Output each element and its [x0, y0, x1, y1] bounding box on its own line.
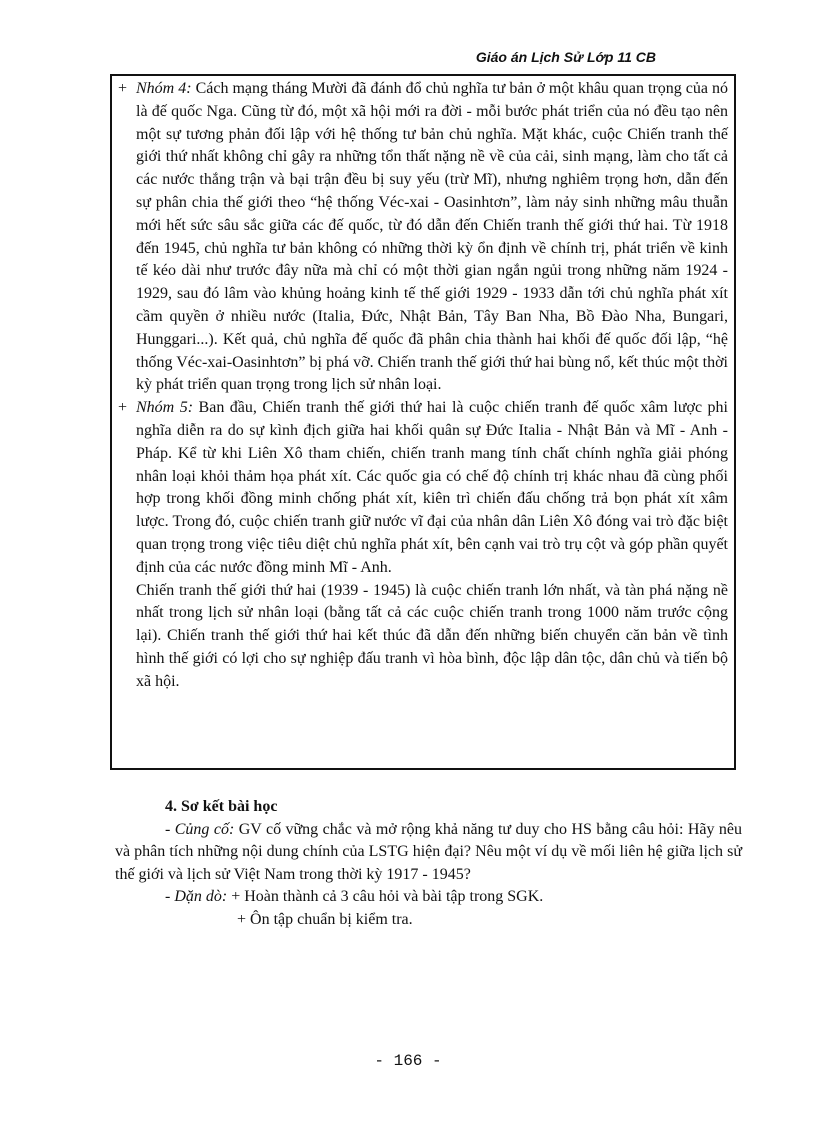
- page-number: - 166 -: [374, 1052, 442, 1070]
- homework-line-1: [115, 886, 742, 909]
- homework-line-2: + Ôn tập chuẩn bị kiểm tra.: [237, 910, 413, 928]
- content-box: [110, 74, 736, 770]
- consolidate-label: - Củng cố:: [165, 820, 235, 838]
- consolidate-text: GV cố vững chắc và mở rộng khả năng tư duy cho HS bằng câu hỏi: Hãy nêu và phân tích những nội dung chính của LSTG hiện đại? Nêu một ví dụ về mối liên hệ giữa lịch sử thế giới và lịch sử Việt Nam trong thời kỳ 1917 - 1945?: [115, 820, 743, 883]
- group-4-text: Cách mạng tháng Mười đã đánh đổ chủ nghĩa tư bản ở một khâu quan trọng của nó là đế quốc Nga. Cũng từ đó, một xã hội mới ra đời - mỗi bước phát triển của nó đều tạo nên một sự tương phản đối lập với hệ thống tư bản chủ nghĩa. Mặt khác, cuộc Chiến tranh thế giới thứ nhất không chỉ gây ra những tổn thất nặng nề về của cải, sinh mạng, làm cho tất cả các nước thắng trận và bại trận đều bị suy yếu (trừ Mĩ), nhưng nghiêm trọng hơn, dẫn đến sự phân chia thế giới theo “hệ thống Véc-xai - Oasinhtơn”, làm nảy sinh những mâu thuẫn mới hết sức sâu sắc giữa các đế quốc, từ đó dẫn đến Chiến tranh thế giới thứ hai. Từ 1918 đến 1945, chủ nghĩa tư bản không có những thời kỳ ổn định về chính trị, phát triển về kinh tế kéo dài như trước đây nữa mà chỉ có một thời gian ngắn ngủi trong những năm 1924 - 1929, sau đó lâm vào khủng hoảng kinh tế thế giới 1929 - 1933 dẫn tới chủ nghĩa phát xít cầm quyền ở nhiều nước (Italia, Đức, Nhật Bản, Tây Ban Nha, Bồ Đào Nha, Bungari, Hunggari...). Kết quả, chủ nghĩa đế quốc đã phân chia thành hai khối đế quốc đối lập, “hệ thống Véc-xai-Oasinhtơn” bị phá vỡ. Chiến tranh thế giới thứ hai bùng nổ, kết thúc một thời kỳ phát triển quan trọng trong lịch sử nhân loại.: [136, 80, 729, 394]
- bullet-marker: +: [118, 80, 128, 97]
- consolidate-paragraph: [115, 819, 742, 887]
- group-5-label: Nhóm 5:: [136, 399, 194, 417]
- lesson-summary: [115, 796, 742, 931]
- page-header: Giáo án Lịch Sử Lớp 11 CB: [475, 49, 656, 65]
- group-4-paragraph: [118, 78, 728, 397]
- group-5-text: Ban đầu, Chiến tranh thế giới thứ hai là cuộc chiến tranh đế quốc xâm lược phi nghĩa diễn ra do sự kình địch giữa hai khối quân sự Đức Italia - Nhật Bản và Mĩ - Anh - Pháp. Kể từ khi Liên Xô tham chiến, chiến tranh mang tính chất chính nghĩa giải phóng nhân loại khỏi thảm họa phát xít. Các quốc gia có chế độ chính trị khác nhau đã cùng phối hợp trong khối đồng minh chống phát xít, kiên trì chiến đấu chống trả bọn phát xít xâm lược. Trong đó, cuộc chiến tranh giữ nước vĩ đại của nhân dân Liên Xô đóng vai trò đặc biệt quan trọng trong việc tiêu diệt chủ nghĩa phát xít, bên cạnh vai trò trụ cột và góp phần quyết định của các nước đồng minh Mĩ - Anh.: [136, 399, 729, 576]
- summary-title: 4. Sơ kết bài học: [165, 798, 278, 815]
- homework-label: - Dặn dò:: [165, 888, 228, 905]
- conclusion-paragraph: Chiến tranh thế giới thứ hai (1939 - 1945) là cuộc chiến tranh lớn nhất, và tàn phá nặng nề nhất trong lịch sử nhân loại (bằng tất cả các cuộc chiến tranh trong 1000 năm trước cộng lại). Chiến tranh thế giới thứ hai kết thúc đã dẫn đến những biến chuyển căn bản về tình hình thế giới có lợi cho sự nghiệp đấu tranh vì hòa bình, độc lập dân tộc, dân chủ và tiến bộ xã hội.: [136, 581, 728, 690]
- group-5-paragraph: [118, 397, 728, 579]
- group-4-label: Nhóm 4:: [136, 80, 192, 97]
- homework-text-1: + Hoàn thành cả 3 câu hỏi và bài tập trong SGK.: [231, 888, 544, 905]
- bullet-marker: +: [118, 399, 128, 417]
